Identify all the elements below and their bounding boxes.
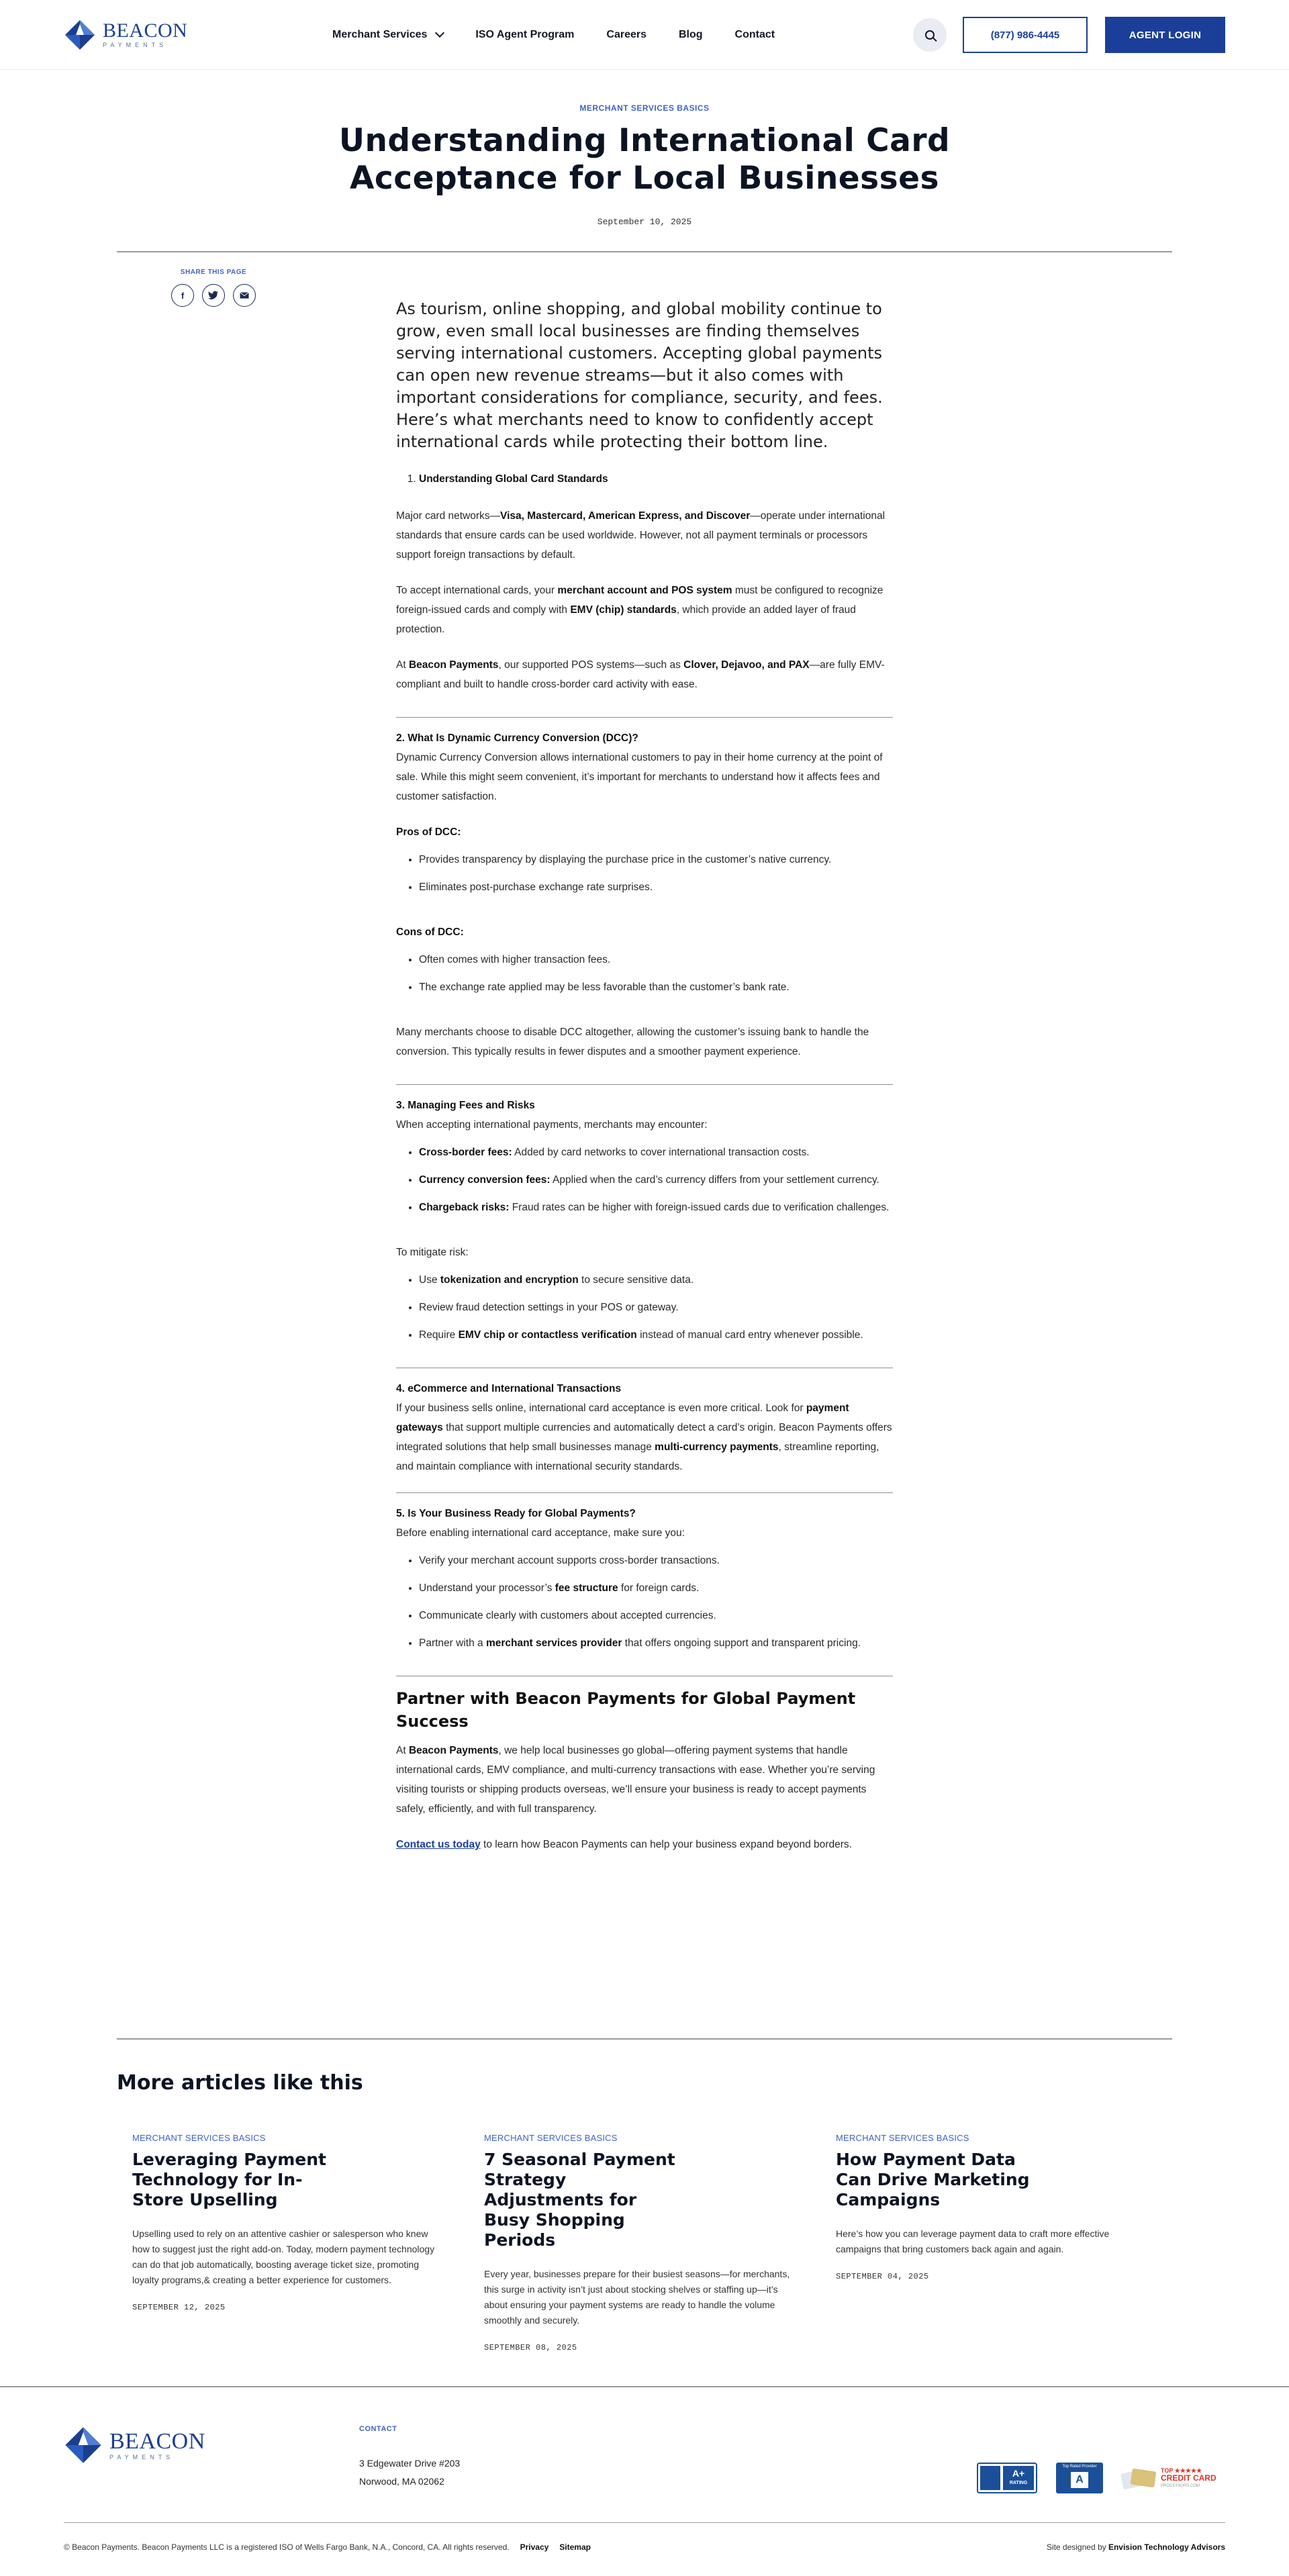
article-card[interactable] xyxy=(132,2133,441,2312)
divider xyxy=(64,2522,1225,2523)
section-3-heading: 3. Managing Fees and Risks xyxy=(396,1100,535,1111)
card-category[interactable]: MERCHANT SERVICES BASICS xyxy=(484,2133,618,2143)
mitigate-label: To mitigate risk: xyxy=(396,1247,469,1258)
card-date: SEPTEMBER 08, 2025 xyxy=(484,2343,577,2352)
facebook-icon[interactable]: f xyxy=(171,284,194,307)
list-item: • Often comes with higher transaction fees. xyxy=(419,950,893,969)
share-panel xyxy=(166,269,260,307)
badge-line-1: TOP ★★★★★ xyxy=(1161,2467,1202,2474)
card-date: SEPTEMBER 04, 2025 xyxy=(836,2272,929,2281)
pros-label: Pros of DCC: xyxy=(396,826,461,838)
brand-name: BEACON xyxy=(103,19,188,42)
list-item: • Require EMV chip or contactless verification instead of manual card entry whenever possible. xyxy=(419,1325,893,1345)
list-item: • Understand your processor’s fee structure for foreign cards. xyxy=(419,1578,893,1598)
brand-name: BEACON xyxy=(109,2428,205,2454)
divider xyxy=(396,717,893,718)
section-1-p3: At Beacon Payments, our supported POS systems—such as Clover, Dejavoo, and PAX—are fully EMV-compliant and built to handle cross-border card activity with ease. xyxy=(396,659,885,690)
list-item: • Currency conversion fees: Applied when the card’s currency differs from your settlement currency. xyxy=(419,1170,893,1190)
privacy-link[interactable]: Privacy xyxy=(520,2542,549,2552)
partner-body: At Beacon Payments, we help local businesses go global—offering payment systems that handle international cards, EMV compliance, and multi-currency transactions with ease. Whether you’re serving visiting tourists or shipping products overseas, we’ll ensure your business is ready to accept payments safely, efficiently, and with full transparency. xyxy=(396,1745,875,1815)
readiness-list xyxy=(419,1551,893,1653)
address-line-1: 3 Edgewater Drive #203 xyxy=(359,2458,461,2469)
list-item: • Chargeback risks: Fraud rates can be higher with foreign-issued cards due to verification challenges. xyxy=(419,1198,893,1217)
more-articles xyxy=(117,2071,1172,2352)
search-button[interactable] xyxy=(913,18,947,52)
card-title[interactable]: How Payment Data Can Drive Marketing Campaigns xyxy=(836,2150,1030,2209)
list-item: • Partner with a merchant services provider that offers ongoing support and transparent pricing. xyxy=(419,1633,893,1653)
nav-label: Merchant Services xyxy=(332,29,428,40)
footer-logo[interactable] xyxy=(64,2426,205,2465)
divider xyxy=(396,1084,893,1085)
article-body xyxy=(396,298,893,1870)
twitter-icon[interactable] xyxy=(202,284,225,307)
card-date: SEPTEMBER 12, 2025 xyxy=(132,2303,226,2312)
contact-label: CONTACT xyxy=(359,2425,397,2433)
list-item: • Provides transparency by displaying the purchase price in the customer’s native currency. xyxy=(419,850,893,869)
pros-list xyxy=(419,850,893,897)
card-category[interactable]: MERCHANT SERVICES BASICS xyxy=(132,2133,266,2143)
section-3-intro: When accepting international payments, merchants may encounter: xyxy=(396,1119,708,1131)
list-item: • Verify your merchant account supports cross-border transactions. xyxy=(419,1551,893,1570)
card-excerpt: Here’s how you can leverage payment data to craft more effective campaigns that bring customers back again and again. xyxy=(836,2228,1110,2254)
article-lead: As tourism, online shopping, and global mobility continue to grow, even small local businesses are finding themselves serving international customers. Accepting global payments can open new revenue streams—but it also comes with important considerations for compliance, security, and fees. Here’s what merchants need to know to confidently accept international cards while protecting their bottom line. xyxy=(396,299,883,451)
article-date: September 10, 2025 xyxy=(597,216,692,227)
badge-label: Top Rated Provider xyxy=(1062,2465,1097,2469)
bbb-rating: A+ xyxy=(1012,2468,1025,2479)
list-item: • Communicate clearly with customers about accepted currencies. xyxy=(419,1606,893,1625)
copyright-text: © Beacon Payments. Beacon Payments LLC is a registered ISO of Wells Fargo Bank, N.A., Concord, CA. All rights reserved. xyxy=(64,2542,510,2552)
cons-label: Cons of DCC: xyxy=(396,926,464,938)
card-excerpt: Upselling used to rely on an attentive cashier or salesperson who knew how to suggest just the right add-on. Today, modern payment technology can do that job automatically, boosting average ticket size, promoting loyalty programs,& creating a better experience for customers. xyxy=(132,2228,435,2285)
article-card[interactable] xyxy=(484,2133,793,2352)
section-2-intro: Dynamic Currency Conversion allows international customers to pay in their home currency at the point of sale. While this might seem convenient, it’s important for merchants to understand how it affects fees and customer satisfaction. xyxy=(396,752,883,802)
section-5-heading: 5. Is Your Business Ready for Global Payments? xyxy=(396,1508,636,1519)
cons-list xyxy=(419,950,893,997)
top-rated-provider-badge[interactable] xyxy=(1056,2463,1103,2493)
divider xyxy=(396,1492,893,1493)
credit-link[interactable]: Envision Technology Advisors xyxy=(1108,2542,1225,2552)
site-header xyxy=(0,0,1289,70)
beacon-logo-icon xyxy=(64,2426,103,2465)
top-credit-card-processors-badge[interactable] xyxy=(1122,2466,1216,2490)
nav-blog[interactable]: Blog xyxy=(679,29,703,40)
share-label: SHARE THIS PAGE xyxy=(180,269,247,276)
nav-careers[interactable]: Careers xyxy=(606,29,647,40)
list-item: • Eliminates post-purchase exchange rate surprises. xyxy=(419,877,893,897)
article-card[interactable] xyxy=(836,2133,1145,2281)
section-1-list xyxy=(419,469,893,489)
divider xyxy=(117,2038,1172,2040)
bbb-rating-label: RATING xyxy=(1009,2481,1028,2485)
badge-line-2: CREDIT CARD xyxy=(1161,2473,1216,2483)
beacon-logo-icon xyxy=(64,19,96,51)
brand-tagline: PAYMENTS xyxy=(109,2453,175,2461)
article-hero xyxy=(0,70,1289,227)
list-item: • Cross-border fees: Added by card networks to cover international transaction costs. xyxy=(419,1143,893,1162)
list-item: • Review fraud detection settings in your POS or gateway. xyxy=(419,1298,893,1317)
search-icon xyxy=(925,30,935,40)
badge-letter: A xyxy=(1071,2472,1088,2488)
contact-us-link[interactable]: Contact us today xyxy=(396,1839,481,1850)
mitigate-list xyxy=(419,1270,893,1345)
bbb-logo-icon xyxy=(980,2466,1000,2490)
email-icon[interactable] xyxy=(233,284,256,307)
site-credit xyxy=(1047,2542,1225,2552)
section-4-heading: 4. eCommerce and International Transactions xyxy=(396,1383,622,1394)
list-item: • The exchange rate applied may be less favorable than the customer’s bank rate. xyxy=(419,977,893,997)
section-1-p1: Major card networks—Visa, Mastercard, American Express, and Discover—operate under international standards that ensure cards can be used worldwide. However, not all payment terminals or processors support foreign transactions by default. xyxy=(396,510,886,561)
credit-prefix: Site designed by xyxy=(1046,2542,1108,2552)
trust-badges xyxy=(977,2463,1216,2493)
chevron-down-icon xyxy=(435,28,444,38)
card-title[interactable]: 7 Seasonal Payment Strategy Adjustments for Busy Shopping Periods xyxy=(484,2150,675,2250)
badge-line-3: PROCESSORS.COM xyxy=(1161,2483,1200,2488)
sitemap-link[interactable]: Sitemap xyxy=(559,2542,591,2552)
credit-cards-icon xyxy=(1122,2466,1157,2490)
partner-heading: Partner with Beacon Payments for Global Payment Success xyxy=(396,1689,856,1731)
section-2-outro: Many merchants choose to disable DCC altogether, allowing the customer’s issuing bank to handle the conversion. This typically results in fewer disputes and a smoother payment experience. xyxy=(396,1027,869,1057)
brand-logo[interactable] xyxy=(64,19,188,51)
list-item: • Use tokenization and encryption to secure sensitive data. xyxy=(419,1270,893,1290)
page-title: Understanding International Card Acceptance for Local Businesses xyxy=(338,122,951,197)
footer-contact xyxy=(359,2425,460,2491)
more-articles-heading: More articles like this xyxy=(117,2071,363,2095)
partner-cta: Contact us today to learn how Beacon Payments can help your business expand beyond borders. xyxy=(396,1839,852,1850)
card-category[interactable]: MERCHANT SERVICES BASICS xyxy=(836,2133,969,2143)
address-line-2: Norwood, MA 02062 xyxy=(359,2476,444,2487)
main-nav xyxy=(332,0,775,70)
section-1-heading: 1. Understanding Global Card Standards xyxy=(419,473,608,485)
bbb-badge[interactable] xyxy=(977,2463,1037,2493)
article-category[interactable]: MERCHANT SERVICES BASICS xyxy=(579,103,710,113)
section-4-body: If your business sells online, international card acceptance is even more critical. Look for payment gateways that support multiple currencies and automatically detect a card’s origin. Beacon Payments offers integrated solutions that help small businesses manage multi-currency payments, streamline reporting, and maintain compliance with international security standards. xyxy=(396,1402,892,1472)
phone-button[interactable]: (877) 986-4445 xyxy=(963,17,1088,53)
nav-iso-agent-program[interactable]: ISO Agent Program xyxy=(475,29,575,40)
brand-tagline: PAYMENTS xyxy=(103,42,168,48)
risks-list xyxy=(419,1143,893,1217)
section-5-intro: Before enabling international card acceptance, make sure you: xyxy=(396,1527,685,1539)
nav-contact[interactable]: Contact xyxy=(734,29,775,40)
card-title[interactable]: Leveraging Payment Technology for In-Store Upselling xyxy=(132,2150,327,2209)
card-excerpt: Every year, businesses prepare for their busiest seasons—for merchants, this surge in activity isn’t just about stocking shelves or staffing up—it’s about ensuring your payment systems are ready to handle the volume smoothly and securely. xyxy=(484,2269,790,2326)
nav-merchant-services[interactable] xyxy=(332,29,443,41)
footer-divider xyxy=(0,2386,1289,2387)
section-1-p2: To accept international cards, your merchant account and POS system must be configured to recognize foreign-issued cards and comply with EMV (chip) standards, which provide an added layer of fraud protection. xyxy=(396,585,884,635)
agent-login-button[interactable]: AGENT LOGIN xyxy=(1105,17,1225,53)
section-2-heading: 2. What Is Dynamic Currency Conversion (DCC)? xyxy=(396,732,638,744)
copyright-bar xyxy=(64,2542,591,2552)
divider xyxy=(117,251,1172,252)
